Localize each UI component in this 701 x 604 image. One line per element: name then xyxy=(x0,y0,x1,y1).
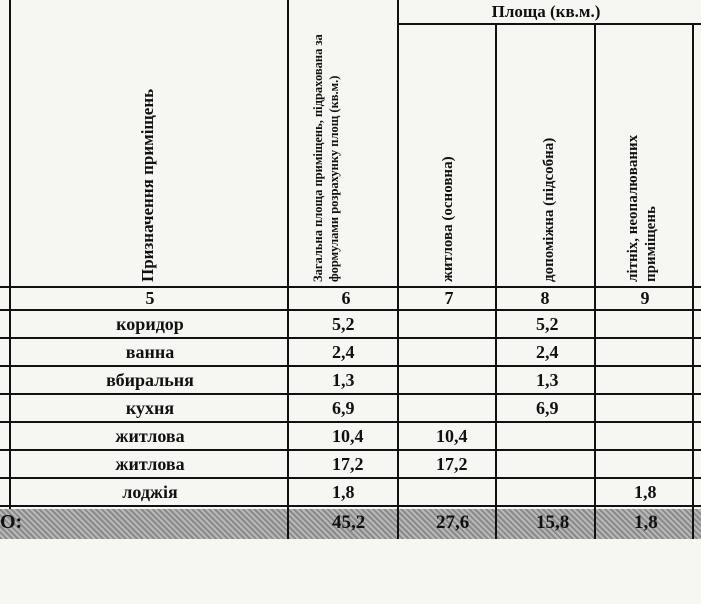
purpose-cell: лоджія xyxy=(122,482,178,502)
total-cell: 1,3 xyxy=(332,370,355,390)
area-group-title: Площа (кв.м.) xyxy=(491,2,601,21)
total-cell: 5,2 xyxy=(332,314,355,334)
total-cell: 17,2 xyxy=(332,454,364,474)
purpose-column-header: Призначення приміщень xyxy=(138,88,157,282)
grid-line xyxy=(594,505,596,539)
auxiliary-cell: 2,4 xyxy=(536,342,559,362)
column-number: 9 xyxy=(640,288,650,308)
grid-line xyxy=(594,24,596,539)
purpose-cell: житлова xyxy=(115,426,185,446)
purpose-cell: кухня xyxy=(125,398,175,418)
auxiliary-sum-cell: 15,8 xyxy=(536,512,570,533)
summer-area-column-header: літніх, неопалюваних приміщень xyxy=(625,134,659,282)
grid-line xyxy=(692,24,694,539)
living-cell: 10,4 xyxy=(436,426,468,446)
total-sum-cell: 45,2 xyxy=(332,512,366,533)
living-area-column-header: житлова (основна) xyxy=(440,156,456,282)
grid-line xyxy=(0,421,701,423)
auxiliary-area-column-header: допоміжна (підсобна) xyxy=(541,137,557,282)
grid-line xyxy=(0,393,701,395)
grid-line xyxy=(0,449,701,451)
auxiliary-cell: 6,9 xyxy=(536,398,559,418)
total-cell: 10,4 xyxy=(332,426,364,446)
total-area-column-header: Загальна площа приміщень, підрахована за формулами розрахунку площ (кв.м.) xyxy=(311,34,341,282)
grid-line xyxy=(397,0,399,539)
summer-cell: 1,8 xyxy=(634,482,657,502)
grid-line xyxy=(397,505,399,539)
grid-line xyxy=(0,365,701,367)
summer-sum-cell: 1,8 xyxy=(634,512,658,533)
total-cell: 2,4 xyxy=(332,342,355,362)
column-number: 8 xyxy=(540,288,550,308)
total-cell: 1,8 xyxy=(332,482,355,502)
grid-line xyxy=(692,505,694,539)
grid-line xyxy=(0,309,701,311)
purpose-cell: ванна xyxy=(125,342,175,362)
purpose-cell: коридор xyxy=(116,314,184,334)
grid-line xyxy=(9,0,11,539)
column-number: 5 xyxy=(145,288,155,308)
grid-line xyxy=(0,337,701,339)
living-cell: 17,2 xyxy=(436,454,468,474)
auxiliary-cell: 5,2 xyxy=(536,314,559,334)
total-cell: 6,9 xyxy=(332,398,355,418)
grid-line xyxy=(495,505,497,539)
grid-line xyxy=(495,24,497,539)
column-number: 6 xyxy=(341,288,351,308)
purpose-cell: вбиральня xyxy=(106,370,194,390)
grid-line xyxy=(0,477,701,479)
purpose-cell: житлова xyxy=(115,454,185,474)
column-number: 7 xyxy=(444,288,454,308)
grid-line xyxy=(287,505,289,539)
living-sum-cell: 27,6 xyxy=(436,512,470,533)
auxiliary-cell: 1,3 xyxy=(536,370,559,390)
totals-label: О: xyxy=(0,511,23,533)
